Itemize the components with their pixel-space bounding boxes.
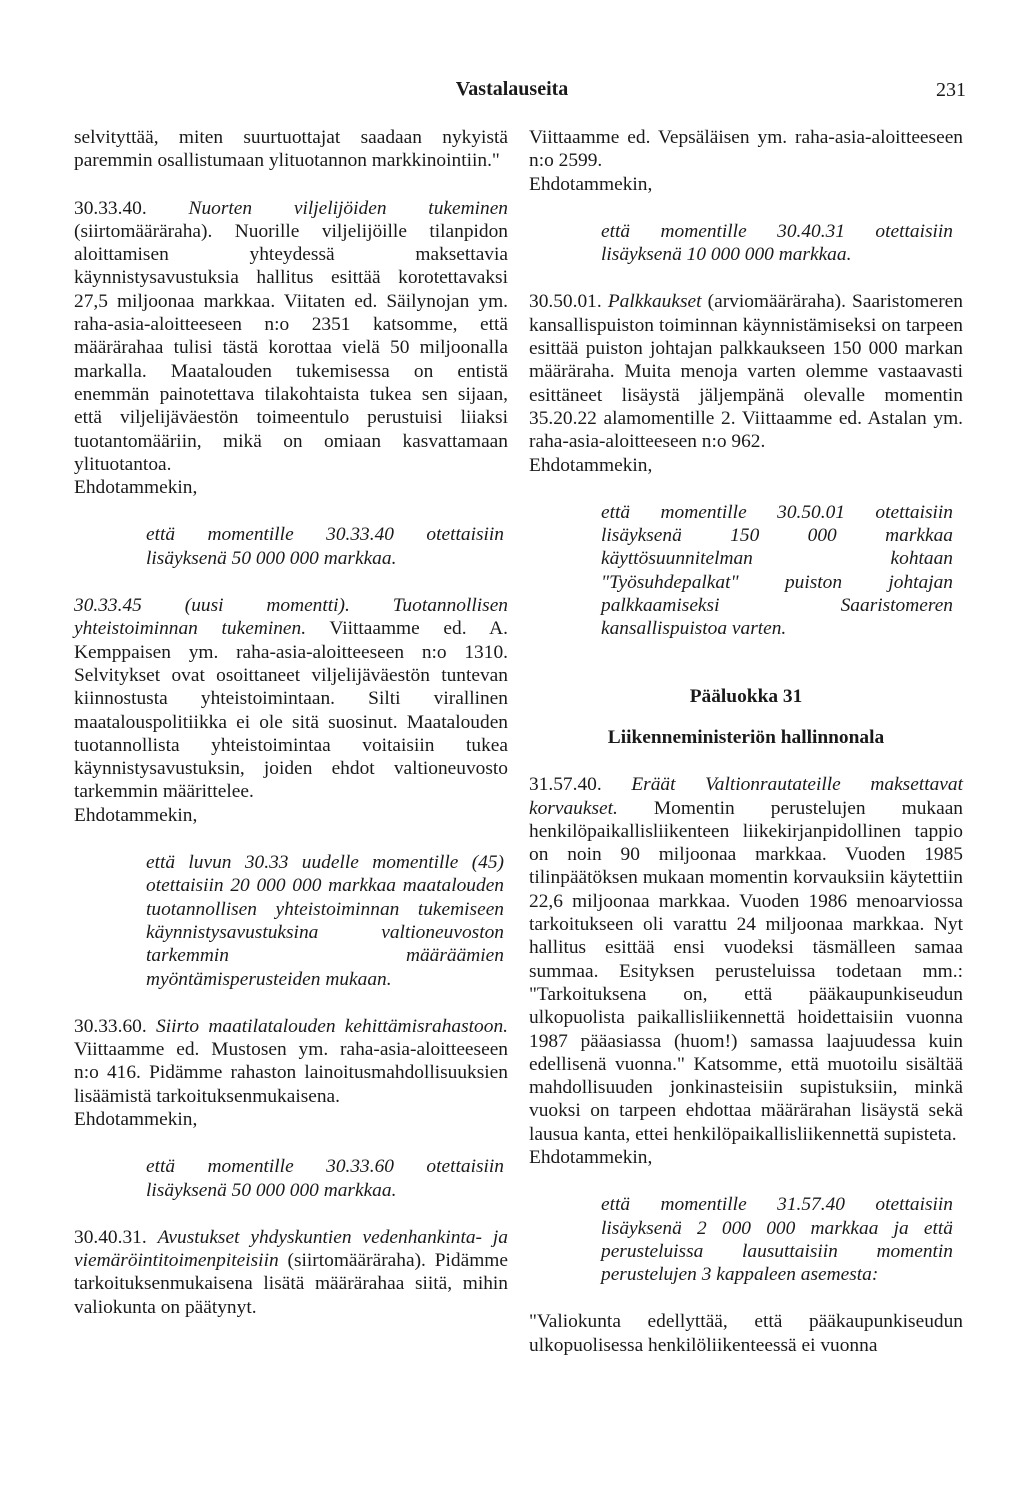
section-30-33-40: [74, 197, 508, 477]
proposal-lead: Ehdotammekin,: [529, 1146, 653, 1168]
right-column: [529, 126, 963, 1357]
section-title: Eräät Valtionrautateille maksettavat korvaukset.: [529, 774, 963, 819]
proposal-lead: Ehdotammekin,: [529, 173, 653, 195]
quote-paragraph: "Valiokunta edellyttää, että pääkaupunkiseudun ulkopuolisessa henkilöliikenteessä ei vuonna: [529, 1311, 963, 1356]
ministry-heading: Liikenneministeriön hallinnonala: [607, 726, 885, 748]
left-column: [74, 126, 508, 1319]
section-title: Siirto maatilatalouden kehittämisrahastoon.: [156, 1015, 508, 1037]
section-number: 31.57.40.: [529, 774, 602, 796]
proposal-lead: Ehdotammekin,: [529, 454, 653, 476]
section-number: 30.50.01.: [529, 291, 602, 313]
section-body: (arviomääräraha). Saaristomeren kansallispuiston toiminnan käynnistämiseksi on tarpeen esittää puiston johtajan palkkaukseen 150 000 markan määräraha. Muita menoja varten olemme vastaavasti esittäneet lisäystä jäljempänä olevalle momentin 35.20.22 alamomentille 2. Viittaamme ed. Astalan ym. raha-asia-aloitteeseen n:o 962.: [529, 291, 963, 453]
paragraph: Viittaamme ed. Vepsäläisen ym. raha-asia-aloitteeseen n:o 2599.: [529, 127, 963, 172]
proposal: että momentille 31.57.40 otettaisiin lisäyksenä 2 000 000 markkaa ja että perusteluissa lausuttaisiin momentin perustelujen 3 kappaleen asemesta:: [601, 1194, 953, 1286]
section-31-57-40: [529, 773, 963, 1146]
proposal: että momentille 30.40.31 otettaisiin lisäyksenä 10 000 000 markkaa.: [601, 220, 953, 266]
section-30-33-60: [74, 1015, 508, 1108]
section-body: Momentin perustelujen mukaan henkilöpaikallisliikenteen liikekirjanpidollinen tappio on noin 90 miljoonaa markkaa. Vuoden 1985 tilinpäätöksen mukaan momentin korvauksiin käytettiin 22,6 miljoonaa markkaa. Vuoden 1986 menoarviossa tarkoitukseen oli varattu 24 miljoonaa markkaa. Nyt hallitus esittää ensi vuodeksi täsmälleen samaa summaa. Esityksen perusteluissa todetaan mm.: "Tarkoituksena on, että pääkaupunkiseudun ulkopuolista paikallisliikennettä hoidettaisiin vuonna 1987 pääasiassa (huom!) samassa laajuudessa kuin edellisenä vuonna." Katsomme, että muotoilu sisältää mahdollisuuden jonkinasteisiin supistuksiin, minkä vuoksi on tarpeen ehdottaa määrärahan lisäystä sekä lausua kanta, ettei henkilöpaikallisliikennettä supisteta.: [529, 797, 963, 1145]
section-body: (siirtomääräraha). Pidämme tarkoituksenmukaisena lisätä määrärahaa siitä, mihin valiokunta on päätynyt.: [74, 1250, 508, 1318]
section-30-40-31: [74, 1226, 508, 1319]
section-number: 30.40.31.: [74, 1226, 147, 1248]
section-number: 30.33.60.: [74, 1015, 147, 1037]
section-title: Nuorten viljelijöiden tukeminen: [188, 197, 508, 219]
proposal: että momentille 30.33.60 otettaisiin lisäyksenä 50 000 000 markkaa.: [146, 1156, 504, 1201]
section-body: Viittaamme ed. A. Kemppaisen ym. raha-asia-aloitteeseen n:o 1310. Selvitykset ovat osoittaneet viljelijäväestön tuntevan kiinnostusta yhteistoimintaan. Silti virallinen maatalouspolitiikka ei ole sitä suosinut. Maatalouden tuotannollista yhteistoimintaa voitaisiin tukea käynnistysavustuksin, joiden ehdot valtioneuvosto tarkemmin määrittelee.: [74, 618, 508, 803]
page-number: 231: [936, 79, 966, 101]
section-title: 30.33.45 (uusi momentti). Tuotannollisen yhteistoiminnan tukeminen.: [74, 595, 508, 640]
running-header: Vastalauseita: [455, 78, 569, 100]
section-30-33-45: [74, 594, 508, 804]
paragraph: selvityttää, miten suurtuottajat saadaan nykyistä paremmin osallistumaan ylituotannon markkinointiin.": [74, 127, 508, 172]
section-body: Viittaamme ed. Mustosen ym. raha-asia-aloitteeseen n:o 416. Pidämme rahaston lainoitusmahdollisuuksien lisäämistä tarkoituksenmukaisena.: [74, 1039, 508, 1107]
section-title: Avustukset yhdyskuntien vedenhankinta- ja viemäröintitoimenpiteisiin: [74, 1226, 508, 1272]
section-body: (siirtomääräraha). Nuorille viljelijöille tilanpidon aloittamisen yhteydessä maksettavia käynnistysavustuksia hallitus esittää korotettavaksi 27,5 miljoonaa markkaa. Viitaten ed. Säilynojan ym. raha-asia-aloitteeseen n:o 2351 katsomme, että määrärahaa tulisi tästä korottaa vielä 50 miljoonalla markalla. Maatalouden tukemisessa on entistä enemmän painotettava tilakohtaista tukea sen sijaan, että viljelijäväestön toimeentulo perustuisi liiaksi tuotantomääriin, mikä on omiaan kasvattamaan ylituotantoa.: [74, 220, 508, 475]
section-30-50-01: [529, 290, 963, 453]
proposal-lead: Ehdotammekin,: [74, 477, 198, 499]
proposal: että momentille 30.33.40 otettaisiin lisäyksenä 50 000 000 markkaa.: [146, 524, 504, 569]
proposal-lead: Ehdotammekin,: [74, 1108, 198, 1130]
proposal: että luvun 30.33 uudelle momentille (45) otettaisiin 20 000 000 markkaa maatalouden tuotannollisen yhteistoiminnan tukemiseen käynnistysavustuksina valtioneuvoston tarkemmin määräämien myöntämisperusteiden mukaan.: [146, 852, 504, 990]
proposal: että momentille 30.50.01 otettaisiin lisäyksenä 150 000 markkaa käyttösuunnitelman kohtaan "Työsuhdepalkat" puiston johtajan palkkaamiseksi Saaristomeren kansallispuistoa varten.: [601, 501, 953, 640]
main-class-heading: Pääluokka 31: [689, 685, 803, 707]
proposal-lead: Ehdotammekin,: [74, 804, 198, 826]
section-title: Palkkaukset: [607, 291, 702, 313]
section-number: 30.33.40.: [74, 197, 147, 219]
